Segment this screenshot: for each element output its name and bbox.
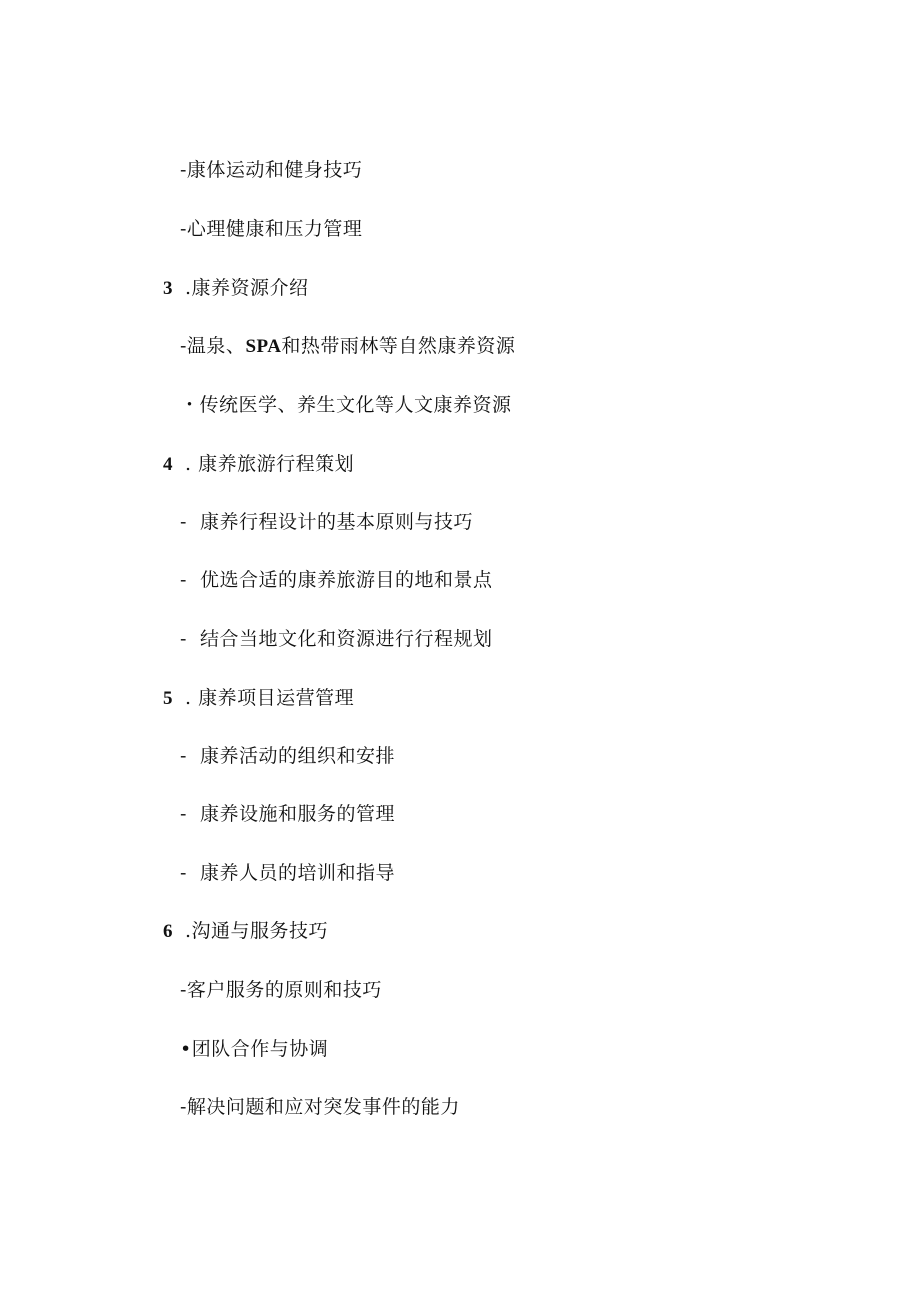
section-title: .康养资源介绍	[185, 277, 309, 299]
dash-marker: -	[180, 335, 187, 357]
list-item	[180, 1037, 328, 1061]
dash-marker: -	[180, 569, 187, 591]
item-text: 康养行程设计的基本原则与技巧	[200, 511, 474, 533]
item-text: 康养设施和服务的管理	[200, 803, 396, 825]
list-item	[180, 568, 493, 592]
dash-marker: -	[180, 218, 187, 240]
dash-marker: -	[180, 159, 187, 181]
dash-marker: -	[180, 862, 187, 884]
item-text: 康养人员的培训和指导	[200, 862, 396, 884]
list-item	[180, 334, 515, 359]
section-number: 3	[163, 278, 173, 299]
item-text: 结合当地文化和资源进行行程规划	[200, 628, 493, 650]
list-item	[180, 158, 362, 182]
dash-marker: -	[180, 628, 187, 650]
dash-marker: -	[180, 745, 187, 767]
dash-marker: -	[180, 1096, 187, 1118]
section-title: .沟通与服务技巧	[185, 920, 329, 942]
list-item	[180, 978, 382, 1002]
list-item	[180, 802, 395, 826]
section-number: 6	[163, 921, 173, 942]
dash-marker: -	[180, 511, 187, 533]
item-text: 传统医学、养生文化等人文康养资源	[199, 394, 512, 416]
section-heading	[163, 276, 309, 301]
bullet-marker: •	[180, 1038, 192, 1060]
item-text: 客户服务的原则和技巧	[186, 979, 382, 1001]
item-text: 心理健康和压力管理	[186, 218, 363, 240]
section-title: . 康养旅游行程策划	[185, 453, 355, 475]
item-text: 康体运动和健身技巧	[186, 159, 363, 181]
list-item	[180, 510, 473, 534]
list-item	[180, 861, 395, 885]
section-number: 4	[163, 454, 173, 475]
item-text: 解决问题和应对突发事件的能力	[186, 1096, 460, 1118]
section-heading	[163, 686, 354, 711]
item-text-suffix: 和热带雨林等自然康养资源	[281, 335, 516, 357]
section-title: . 康养项目运营管理	[185, 687, 355, 709]
list-item	[180, 744, 395, 768]
dot-marker: ・	[180, 394, 200, 416]
list-item	[180, 1095, 460, 1119]
list-item	[180, 393, 512, 417]
item-text: 优选合适的康养旅游目的地和景点	[200, 569, 493, 591]
item-text-bold: SPA	[245, 336, 282, 357]
section-heading	[163, 452, 354, 477]
dash-marker: -	[180, 803, 187, 825]
dash-marker: -	[180, 979, 187, 1001]
section-number: 5	[163, 688, 173, 709]
item-text: 康养活动的组织和安排	[200, 745, 396, 767]
section-heading	[163, 919, 328, 944]
item-text-prefix: 温泉、	[186, 335, 246, 357]
list-item	[180, 217, 362, 241]
list-item	[180, 627, 493, 651]
item-text: 团队合作与协调	[191, 1038, 329, 1060]
